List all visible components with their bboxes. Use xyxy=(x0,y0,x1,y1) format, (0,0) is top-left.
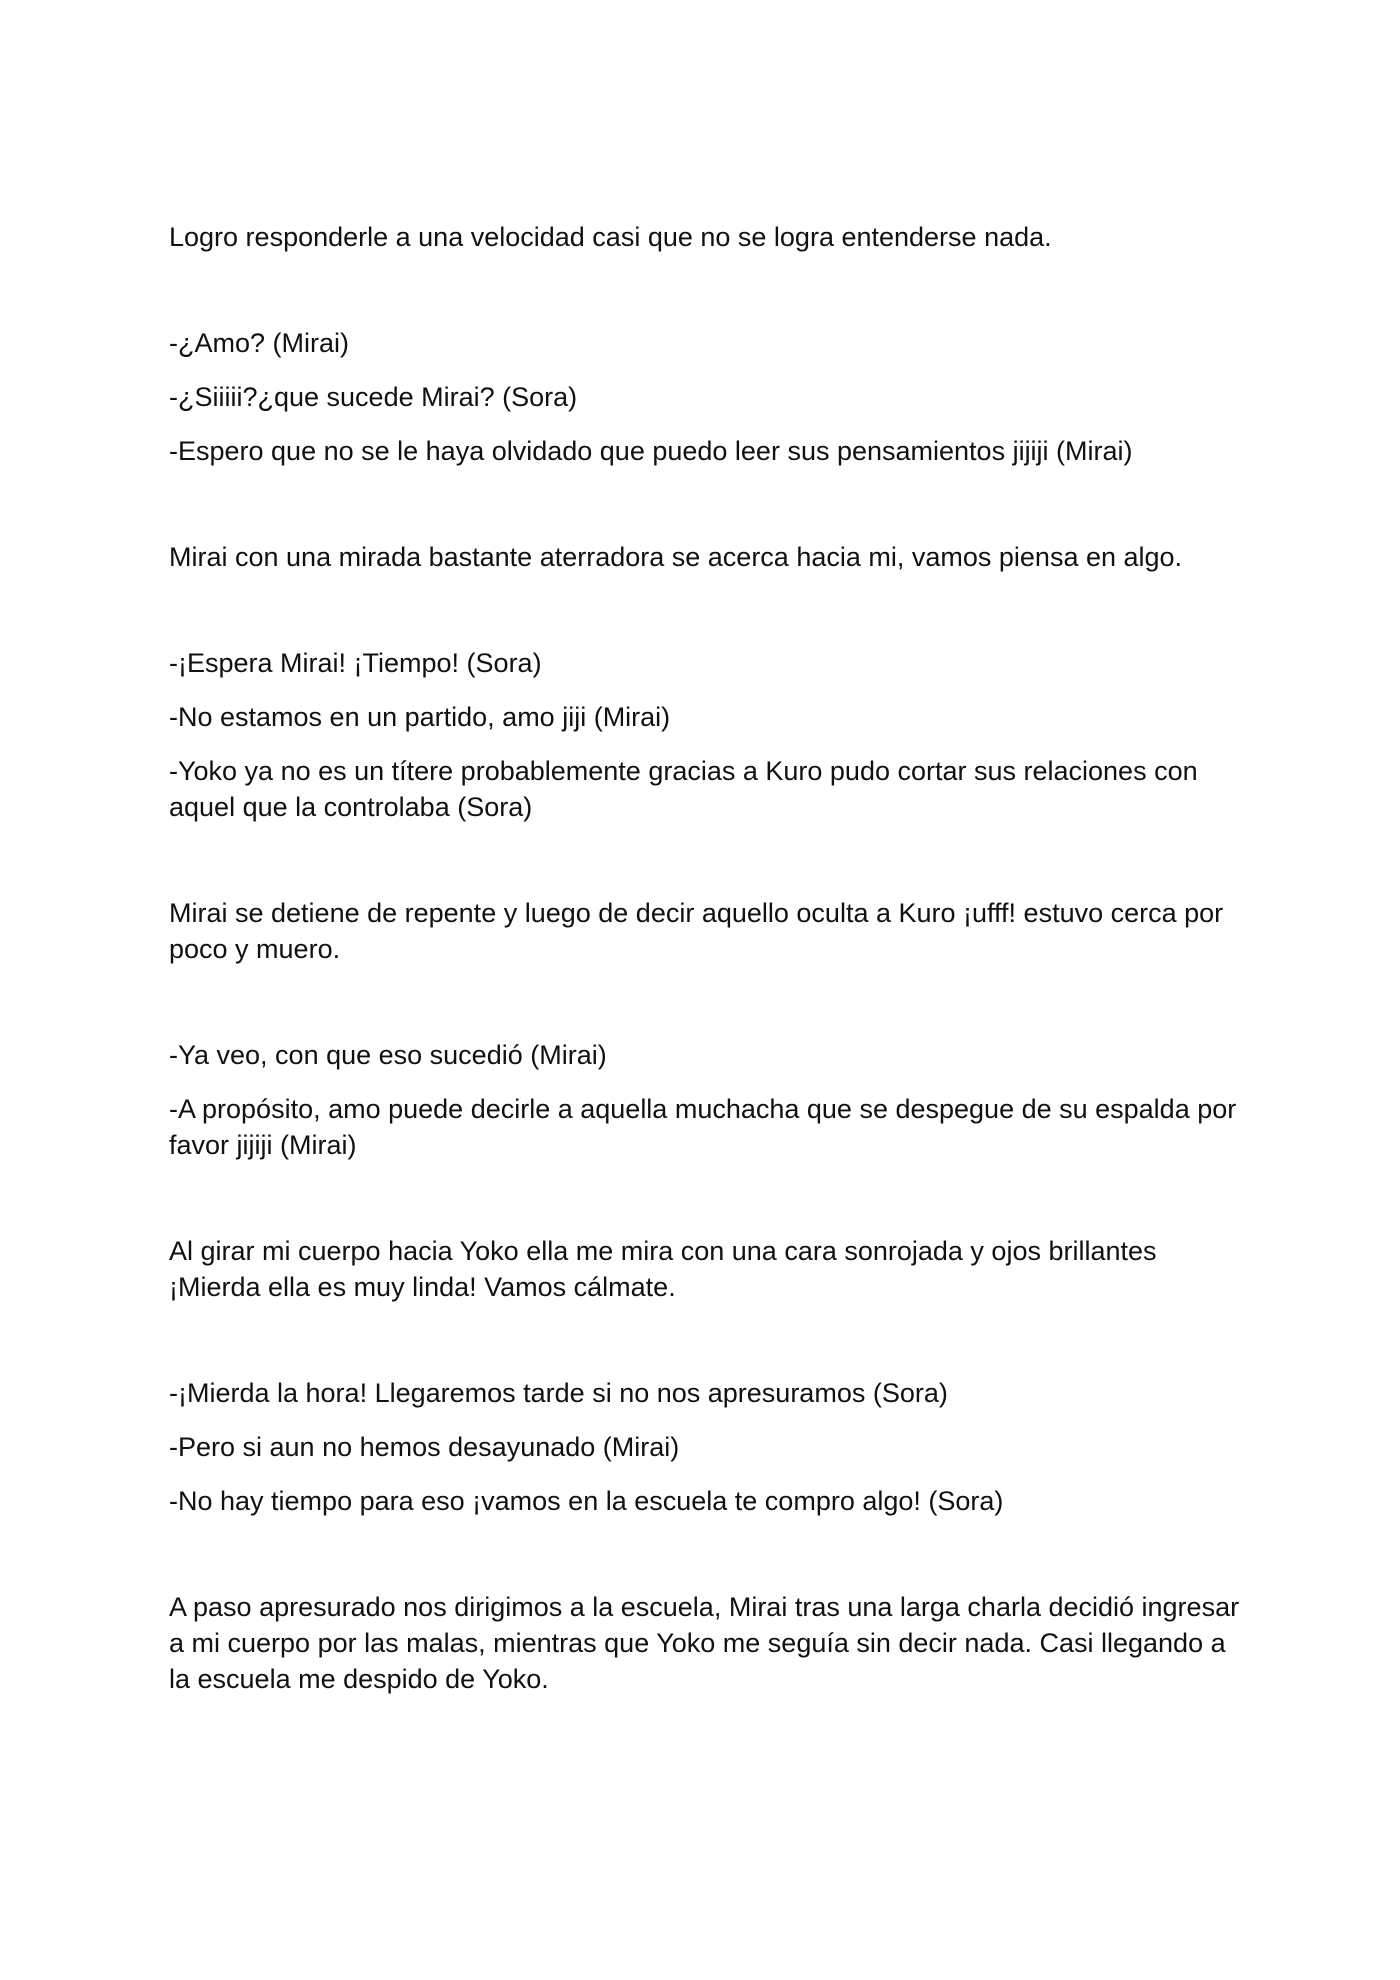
dialog-line: -No hay tiempo para eso ¡vamos en la escuela te compro algo! (Sora) xyxy=(169,1486,1004,1516)
document-body xyxy=(169,219,1249,1697)
dialog-line: -A propósito, amo puede decirle a aquella muchacha que se despegue de su espalda por favor jijiji (Mirai) xyxy=(169,1094,1237,1160)
dialog-group xyxy=(169,325,1249,469)
dialog-line: -¿Siiiii?¿que sucede Mirai? (Sora) xyxy=(169,382,578,412)
narration-paragraph: Al girar mi cuerpo hacia Yoko ella me mira con una cara sonrojada y ojos brillantes ¡Mierda ella es muy linda! Vamos cálmate. xyxy=(169,1236,1157,1302)
dialog-group xyxy=(169,1375,1249,1519)
dialog-line: -Espero que no se le haya olvidado que puedo leer sus pensamientos jijiji (Mirai) xyxy=(169,436,1133,466)
dialog-line: -Ya veo, con que eso sucedió (Mirai) xyxy=(169,1040,607,1070)
dialog-line: -¿Amo? (Mirai) xyxy=(169,328,349,358)
narration-paragraph: Mirai con una mirada bastante aterradora se acerca hacia mi, vamos piensa en algo. xyxy=(169,542,1183,572)
dialog-group xyxy=(169,645,1249,825)
dialog-line: -No estamos en un partido, amo jiji (Mirai) xyxy=(169,702,671,732)
dialog-line: -¡Espera Mirai! ¡Tiempo! (Sora) xyxy=(169,648,542,678)
dialog-line: -Yoko ya no es un títere probablemente gracias a Kuro pudo cortar sus relaciones con aquel que la controlaba (Sora) xyxy=(169,756,1198,822)
narration-paragraph: Mirai se detiene de repente y luego de decir aquello oculta a Kuro ¡ufff! estuvo cerca por poco y muero. xyxy=(169,898,1224,964)
dialog-line: -Pero si aun no hemos desayunado (Mirai) xyxy=(169,1432,680,1462)
narration-paragraph: Logro responderle a una velocidad casi que no se logra entenderse nada. xyxy=(169,222,1052,252)
dialog-group xyxy=(169,1037,1249,1163)
dialog-line: -¡Mierda la hora! Llegaremos tarde si no nos apresuramos (Sora) xyxy=(169,1378,948,1408)
narration-paragraph: A paso apresurado nos dirigimos a la escuela, Mirai tras una larga charla decidió ingresar a mi cuerpo por las malas, mientras que Yoko me seguía sin decir nada. Casi llegando a la escuela me despido de Yoko. xyxy=(169,1592,1240,1694)
